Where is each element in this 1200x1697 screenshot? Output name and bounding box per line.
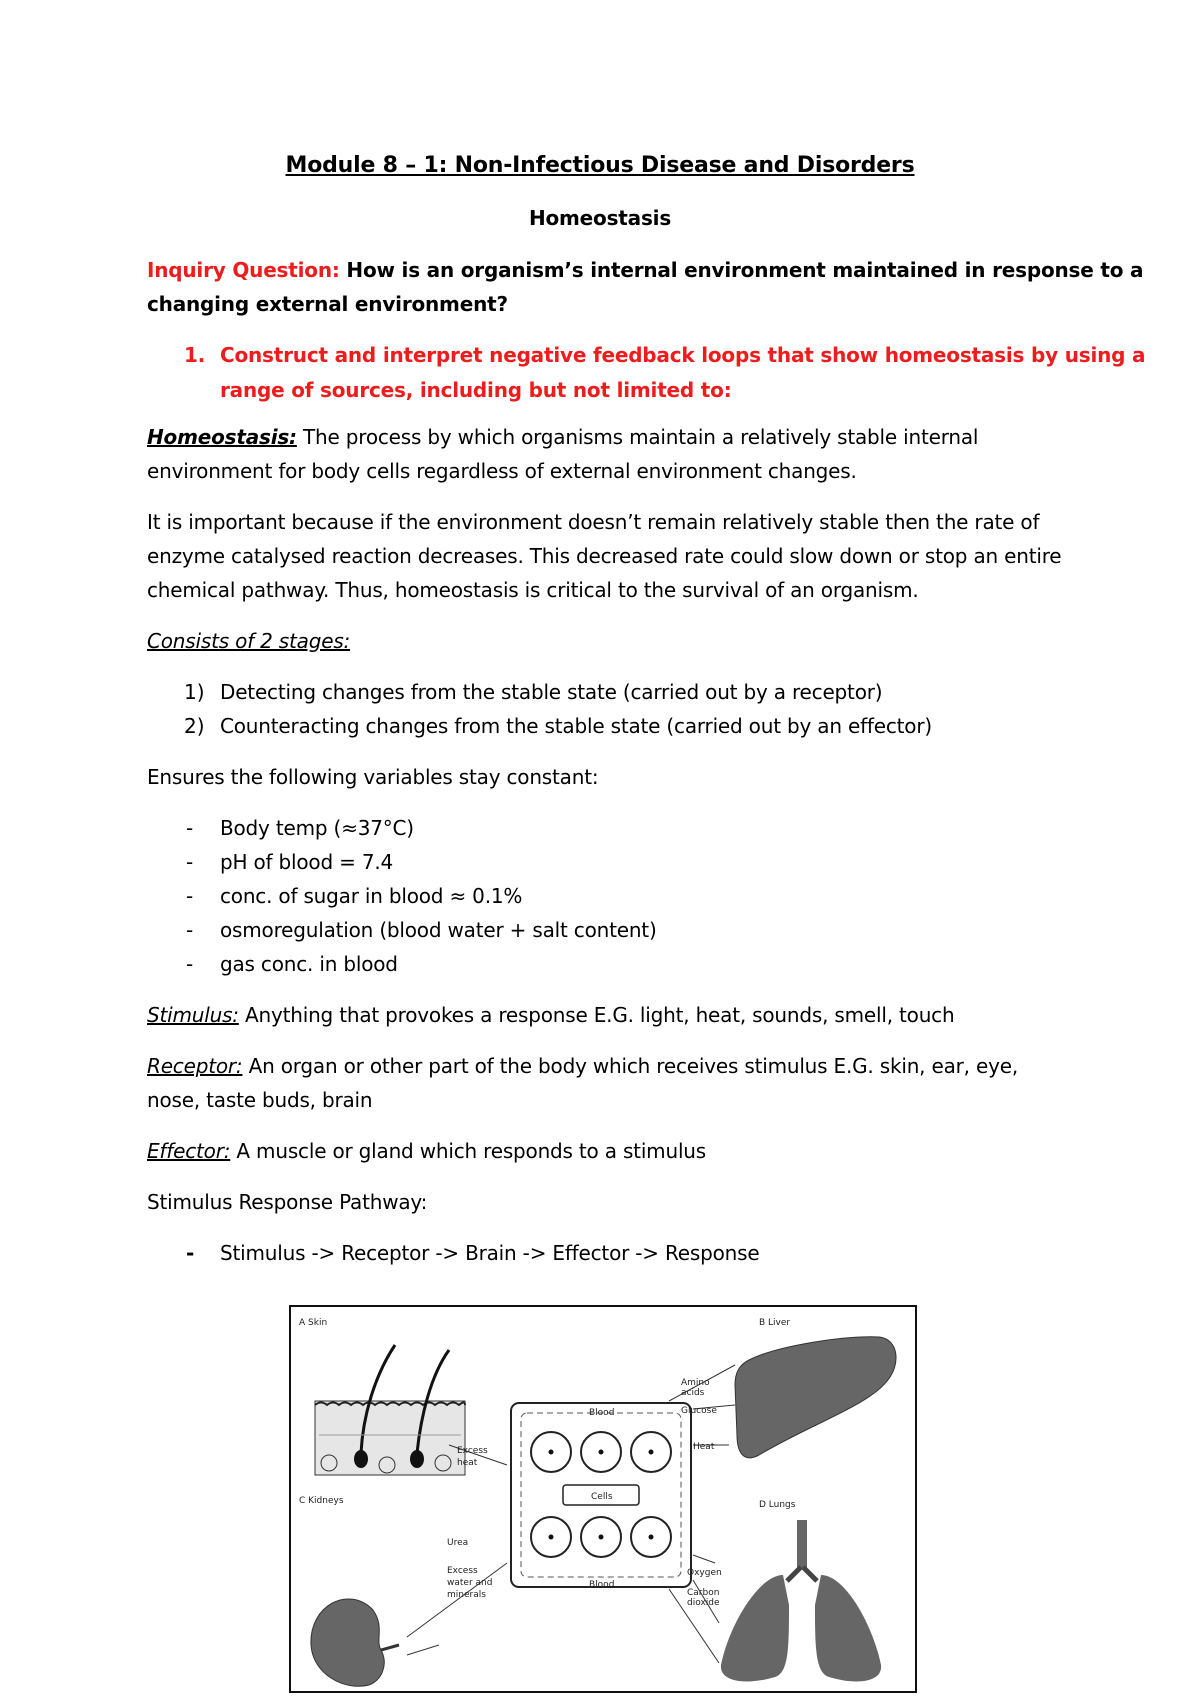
label-excess-water-1: Excess: [447, 1566, 478, 1576]
variable-2-bullet: -: [186, 850, 194, 874]
receptor-definition-line2: nose, taste buds, brain: [147, 1088, 373, 1112]
page-subtitle: Homeostasis: [528, 206, 672, 230]
receptor-text-1: An organ or other part of the body which receives stimulus E.G. skin, ear, eye,: [242, 1054, 1018, 1078]
label-excess-heat-2: heat: [457, 1458, 478, 1468]
variables-heading: Ensures the following variables stay constant:: [147, 765, 599, 789]
label-blood-top: Blood: [589, 1408, 615, 1418]
label-amino-1: Amino: [681, 1378, 710, 1388]
variable-1-bullet: -: [186, 816, 194, 840]
label-blood-bottom: Blood: [589, 1580, 615, 1590]
dotpoint-number: 1.: [184, 343, 206, 367]
homeostasis-definition-line1: [147, 425, 978, 449]
homeostasis-figure: [289, 1305, 917, 1693]
variable-3-bullet: -: [186, 884, 194, 908]
dotpoint-line1: Construct and interpret negative feedback loops that show homeostasis by using a: [220, 343, 1146, 367]
label-kidneys: C Kidneys: [299, 1496, 344, 1506]
stage-2-text: Counteracting changes from the stable state (carried out by an effector): [220, 714, 932, 738]
label-excess-heat-1: Excess: [457, 1446, 488, 1456]
homeostasis-text-1: The process by which organisms maintain a relatively stable internal: [296, 425, 979, 449]
receptor-definition-line1: [147, 1054, 1018, 1078]
homeostasis-term: Homeostasis:: [147, 425, 297, 449]
label-urea: Urea: [447, 1538, 469, 1548]
stimulus-term: Stimulus:: [147, 1003, 239, 1027]
stimulus-text: Anything that provokes a response E.G. light, heat, sounds, smell, touch: [238, 1003, 955, 1027]
stages-heading: Consists of 2 stages:: [147, 629, 351, 653]
label-skin: A Skin: [299, 1318, 328, 1328]
label-excess-water-3: minerals: [447, 1590, 486, 1600]
stimulus-definition: [147, 1003, 954, 1027]
variable-4-bullet: -: [186, 918, 194, 942]
inquiry-label: Inquiry Question:: [147, 258, 340, 282]
inquiry-question-line2: changing external environment?: [147, 292, 508, 316]
variable-2: pH of blood = 7.4: [220, 850, 394, 874]
label-lungs: D Lungs: [759, 1500, 796, 1510]
receptor-term: Receptor:: [147, 1054, 243, 1078]
variable-3: conc. of sugar in blood ≈ 0.1%: [220, 884, 523, 908]
variable-5-bullet: -: [186, 952, 194, 976]
variable-1: Body temp (≈37°C): [220, 816, 414, 840]
pathway-bullet: -: [186, 1241, 195, 1265]
effector-text: A muscle or gland which responds to a stimulus: [230, 1139, 706, 1163]
label-cells: Cells: [591, 1492, 613, 1502]
label-co2-1: Carbon: [687, 1588, 720, 1598]
page-title: Module 8 – 1: Non-Infectious Disease and Disorders: [285, 153, 915, 178]
label-heat: Heat: [693, 1442, 715, 1452]
label-liver: B Liver: [759, 1318, 791, 1328]
pathway-heading: Stimulus Response Pathway:: [147, 1190, 428, 1214]
variable-5: gas conc. in blood: [220, 952, 398, 976]
label-oxygen: Oxygen: [687, 1568, 722, 1578]
label-excess-water-2: water and: [447, 1578, 493, 1588]
inquiry-text-1: How is an organism’s internal environment maintained in response to a: [346, 258, 1144, 282]
label-amino-2: acids: [681, 1388, 705, 1398]
effector-definition: [147, 1139, 706, 1163]
inquiry-question-line1: [147, 258, 1143, 282]
variable-4: osmoregulation (blood water + salt content): [220, 918, 657, 942]
effector-term: Effector:: [147, 1139, 231, 1163]
label-glucose: Glucose: [681, 1406, 717, 1416]
importance-line2: enzyme catalysed reaction decreases. This decreased rate could slow down or stop an entire: [147, 544, 1062, 568]
pathway-text: Stimulus -> Receptor -> Brain -> Effector -> Response: [220, 1241, 760, 1265]
figure-illustration: [289, 1305, 917, 1693]
label-co2-2: dioxide: [687, 1598, 720, 1608]
stage-1-number: 1): [184, 680, 205, 704]
dotpoint-line2: range of sources, including but not limited to:: [220, 378, 732, 402]
stage-2-number: 2): [184, 714, 205, 738]
importance-line3: chemical pathway. Thus, homeostasis is critical to the survival of an organism.: [147, 578, 919, 602]
importance-line1: It is important because if the environment doesn’t remain relatively stable then the rate of: [147, 510, 1040, 534]
stage-1-text: Detecting changes from the stable state (carried out by a receptor): [220, 680, 883, 704]
homeostasis-definition-line2: environment for body cells regardless of external environment changes.: [147, 459, 857, 483]
